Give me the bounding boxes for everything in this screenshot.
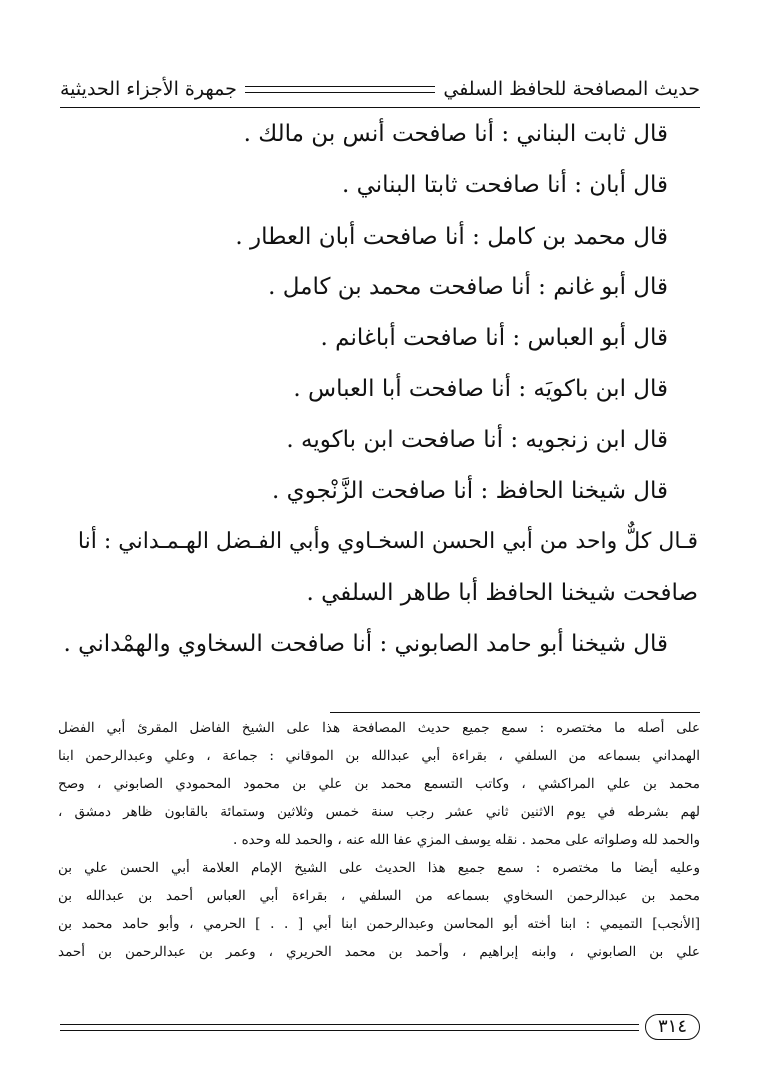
body-line: قال أبو غانم : أنا صافحت محمد بن كامل .: [268, 274, 668, 300]
page-number: ٣١٤: [645, 1014, 700, 1040]
footnote-line: والحمد لله وصلواته على محمد . نقله يوسف المزي عفا الله عنه ، والحمد لله وحده .: [233, 832, 700, 848]
footnote-line: محمد بن عبدالرحمن السخاوي بسماعه من السلفي ، بقراءة أبي العباس أحمد بن عبدالله بن: [58, 888, 700, 904]
body-line: قال شيخنا الحافظ : أنا صافحت الزَّنْجوي .: [271, 478, 668, 504]
running-header: [60, 72, 700, 106]
body-line: قال أبان : أنا صافحت ثابتا البناني .: [341, 172, 668, 198]
header-double-rule: [245, 86, 436, 93]
body-line: قال ابن باكويَه : أنا صافحت أبا العباس .: [293, 376, 668, 402]
header-title-right: حديث المصافحة للحافظ السلفي: [443, 78, 700, 100]
header-rule: [60, 107, 700, 108]
footnote-line: علي بن الصابوني ، وابنه إبراهيم ، وأحمد بن محمد الحريري ، وعمر بن عبدالرحمن بن أحمد: [58, 944, 700, 960]
footnote-line: الهمداني بسماعه من السلفي ، بقراءة أبي عبدالله بن الموقاني : جماعة ، وعلي وعبدالرحمن ابنا: [58, 748, 700, 764]
body-line: قال ثابت البناني : أنا صافحت أنس بن مالك .: [243, 121, 668, 147]
footnote-line: على أصله ما مختصره : سمع جميع حديث المصافحة هذا على الشيخ الفاضل المقرئ أبي الفضل: [58, 720, 700, 736]
footnote-line: محمد بن علي المراكشي ، وكاتب التسمع محمد بن علي بن محمود المحمودي الصابوني ، وصح: [58, 776, 700, 792]
body-line: صافحت شيخنا الحافظ أبا طاهر السلفي .: [306, 580, 698, 606]
body-line: قال أبو العباس : أنا صافحت أباغانم .: [320, 325, 668, 351]
body-line: قـال كلٌّ واحد من أبي الحسن السخـاوي وأبي الفـضل الهـمـداني : أنا: [77, 529, 698, 554]
body-line: قال محمد بن كامل : أنا صافحت أبان العطار .: [235, 224, 668, 250]
footer-double-rule: [60, 1024, 639, 1031]
body-line: قال ابن زنجويه : أنا صافحت ابن باكويه .: [286, 427, 668, 453]
page-footer: [60, 1012, 700, 1042]
body-line: قال شيخنا أبو حامد الصابوني : أنا صافحت السخاوي والهمْداني .: [63, 631, 668, 657]
footnote-line: لهم بشرطه في يوم الاثنين ثاني عشر رجب سنة خمس وثلاثين وستمائة بالقابون ظاهر دمشق ،: [58, 804, 700, 820]
footnote-line: وعليه أيضا ما مختصره : سمع جميع هذا الحديث على الشيخ الإمام العلامة أبي الحسن علي بن: [58, 860, 700, 876]
footnote-line: [الأنجب] التميمي : ابنا أخته أبو المحاسن وعبدالرحمن ابنا أبي [ . . ] الحرمي ، وأبو حامد محمد بن: [58, 916, 700, 932]
header-title-left: جمهرة الأجزاء الحديثية: [60, 78, 237, 100]
footnote-rule: [330, 712, 700, 713]
